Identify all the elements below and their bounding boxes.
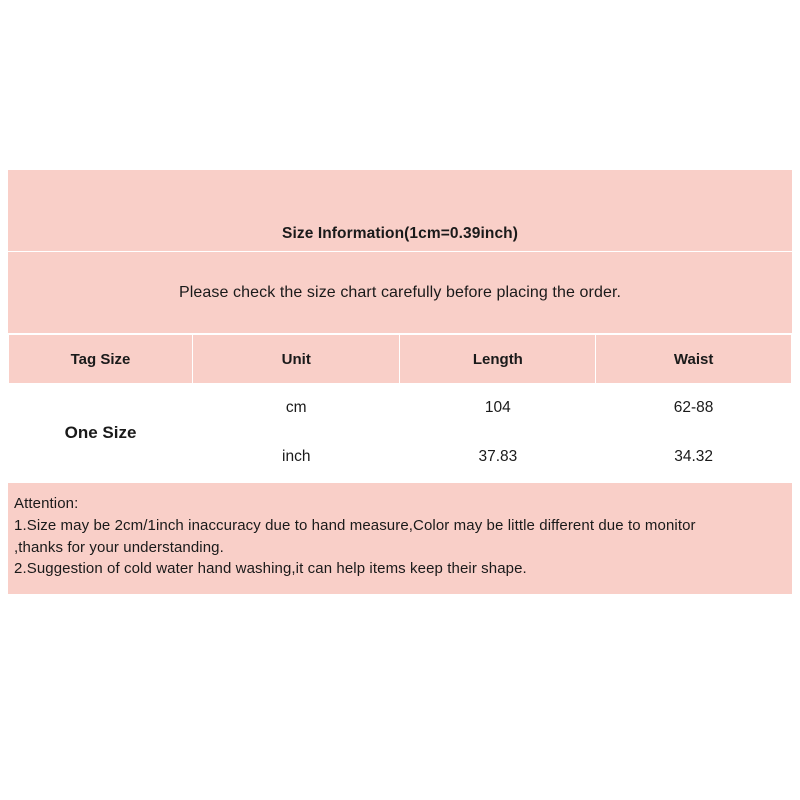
- attention-line-1: 1.Size may be 2cm/1inch inaccuracy due to hand measure,Color may be little different due to monitor: [14, 516, 696, 534]
- attention-heading: Attention:: [14, 495, 79, 512]
- size-table: [8, 334, 792, 482]
- cell-waist-cm: 62-88: [596, 384, 792, 433]
- cell-unit-cm: cm: [193, 384, 400, 433]
- attention-line-2: ,thanks for your understanding.: [14, 538, 224, 556]
- cell-waist-inch: 34.32: [596, 433, 792, 482]
- size-chart-subtitle: Please check the size chart carefully before placing the order.: [178, 283, 622, 301]
- column-header-length: Length: [400, 335, 596, 384]
- column-header-waist: Waist: [596, 335, 792, 384]
- cell-tag-size-one-size: One Size: [9, 384, 193, 482]
- attention-line-3: 2.Suggestion of cold water hand washing,it can help items keep their shape.: [14, 560, 527, 578]
- cell-length-inch: 37.83: [400, 433, 596, 482]
- size-chart-subtitle-row: [8, 252, 792, 334]
- table-row: [9, 384, 792, 433]
- table-header-row: [9, 335, 792, 384]
- size-chart-sheet: [8, 170, 792, 594]
- size-chart-title: Size Information(1cm=0.39inch): [282, 225, 518, 242]
- column-header-tag-size: Tag Size: [9, 335, 193, 384]
- size-chart-title-row: [8, 170, 792, 252]
- cell-length-cm: 104: [400, 384, 596, 433]
- cell-unit-inch: inch: [193, 433, 400, 482]
- column-header-unit: Unit: [193, 335, 400, 384]
- attention-section: [8, 482, 792, 594]
